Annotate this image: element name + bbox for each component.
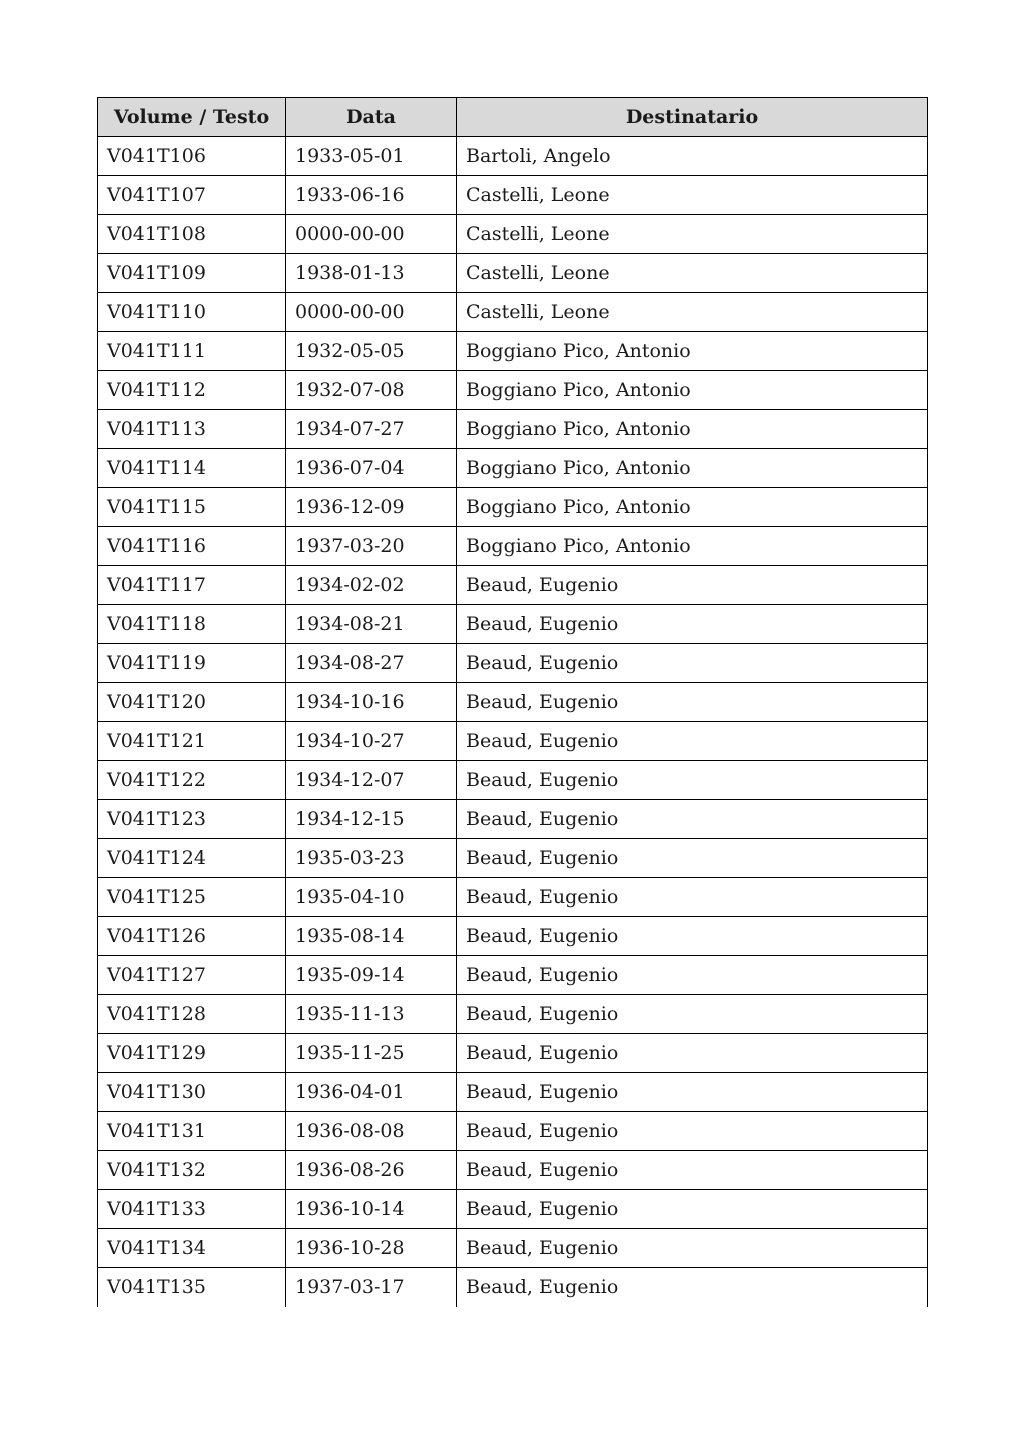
table-row <box>98 1151 928 1190</box>
column-header-destinatario: Destinatario <box>457 98 928 137</box>
destinatario-cell: Beaud, Eugenio <box>457 605 928 644</box>
data-cell: 1936-10-28 <box>286 1229 457 1268</box>
destinatario-cell: Castelli, Leone <box>457 176 928 215</box>
data-cell: 1936-04-01 <box>286 1073 457 1112</box>
data-cell: 1936-08-26 <box>286 1151 457 1190</box>
destinatario-cell: Bartoli, Angelo <box>457 137 928 176</box>
volume-testo-cell: V041T135 <box>98 1268 286 1307</box>
data-cell: 1934-12-15 <box>286 800 457 839</box>
column-header-volume-testo: Volume / Testo <box>98 98 286 137</box>
volume-testo-cell: V041T111 <box>98 332 286 371</box>
table-row <box>98 605 928 644</box>
destinatario-cell: Castelli, Leone <box>457 215 928 254</box>
table-row <box>98 410 928 449</box>
table-row <box>98 254 928 293</box>
header-row <box>98 98 928 137</box>
volume-testo-cell: V041T130 <box>98 1073 286 1112</box>
data-cell: 1938-01-13 <box>286 254 457 293</box>
volume-testo-cell: V041T106 <box>98 137 286 176</box>
destinatario-cell: Beaud, Eugenio <box>457 1034 928 1073</box>
volume-testo-cell: V041T128 <box>98 995 286 1034</box>
volume-testo-cell: V041T133 <box>98 1190 286 1229</box>
volume-testo-cell: V041T126 <box>98 917 286 956</box>
volume-testo-cell: V041T132 <box>98 1151 286 1190</box>
destinatario-cell: Beaud, Eugenio <box>457 722 928 761</box>
volume-testo-cell: V041T117 <box>98 566 286 605</box>
column-header-data: Data <box>286 98 457 137</box>
volume-testo-cell: V041T129 <box>98 1034 286 1073</box>
data-cell: 1935-09-14 <box>286 956 457 995</box>
data-cell: 1935-04-10 <box>286 878 457 917</box>
volume-testo-cell: V041T124 <box>98 839 286 878</box>
table-row <box>98 137 928 176</box>
destinatario-cell: Beaud, Eugenio <box>457 995 928 1034</box>
volume-testo-cell: V041T134 <box>98 1229 286 1268</box>
destinatario-cell: Beaud, Eugenio <box>457 761 928 800</box>
data-cell: 1935-03-23 <box>286 839 457 878</box>
data-cell: 1936-08-08 <box>286 1112 457 1151</box>
letters-table <box>97 97 928 1307</box>
table-row <box>98 1229 928 1268</box>
table-row <box>98 215 928 254</box>
destinatario-cell: Boggiano Pico, Antonio <box>457 449 928 488</box>
data-cell: 0000-00-00 <box>286 293 457 332</box>
table-row <box>98 1034 928 1073</box>
table-row <box>98 1190 928 1229</box>
data-cell: 1934-10-16 <box>286 683 457 722</box>
destinatario-cell: Beaud, Eugenio <box>457 878 928 917</box>
data-cell: 1935-11-13 <box>286 995 457 1034</box>
volume-testo-cell: V041T110 <box>98 293 286 332</box>
destinatario-cell: Beaud, Eugenio <box>457 1112 928 1151</box>
destinatario-cell: Beaud, Eugenio <box>457 1190 928 1229</box>
destinatario-cell: Beaud, Eugenio <box>457 917 928 956</box>
table-row <box>98 761 928 800</box>
volume-testo-cell: V041T115 <box>98 488 286 527</box>
destinatario-cell: Beaud, Eugenio <box>457 839 928 878</box>
table-row <box>98 839 928 878</box>
data-cell: 1933-06-16 <box>286 176 457 215</box>
volume-testo-cell: V041T122 <box>98 761 286 800</box>
table-row <box>98 1073 928 1112</box>
table-row <box>98 995 928 1034</box>
table-row <box>98 683 928 722</box>
destinatario-cell: Boggiano Pico, Antonio <box>457 371 928 410</box>
destinatario-cell: Castelli, Leone <box>457 293 928 332</box>
volume-testo-cell: V041T107 <box>98 176 286 215</box>
destinatario-cell: Beaud, Eugenio <box>457 1151 928 1190</box>
destinatario-cell: Beaud, Eugenio <box>457 956 928 995</box>
table-row <box>98 527 928 566</box>
destinatario-cell: Boggiano Pico, Antonio <box>457 488 928 527</box>
table-row <box>98 371 928 410</box>
destinatario-cell: Castelli, Leone <box>457 254 928 293</box>
volume-testo-cell: V041T112 <box>98 371 286 410</box>
table-row <box>98 293 928 332</box>
table-row <box>98 800 928 839</box>
data-cell: 1936-10-14 <box>286 1190 457 1229</box>
volume-testo-cell: V041T125 <box>98 878 286 917</box>
table-row <box>98 917 928 956</box>
table-row <box>98 1268 928 1307</box>
volume-testo-cell: V041T123 <box>98 800 286 839</box>
destinatario-cell: Beaud, Eugenio <box>457 644 928 683</box>
volume-testo-cell: V041T116 <box>98 527 286 566</box>
destinatario-cell: Beaud, Eugenio <box>457 1229 928 1268</box>
table-row <box>98 332 928 371</box>
data-cell: 1934-07-27 <box>286 410 457 449</box>
data-cell: 1936-12-09 <box>286 488 457 527</box>
volume-testo-cell: V041T108 <box>98 215 286 254</box>
data-cell: 1932-07-08 <box>286 371 457 410</box>
volume-testo-cell: V041T119 <box>98 644 286 683</box>
data-cell: 1934-08-27 <box>286 644 457 683</box>
destinatario-cell: Boggiano Pico, Antonio <box>457 410 928 449</box>
volume-testo-cell: V041T118 <box>98 605 286 644</box>
data-cell: 1937-03-20 <box>286 527 457 566</box>
volume-testo-cell: V041T114 <box>98 449 286 488</box>
table-header <box>98 98 928 137</box>
data-cell: 1933-05-01 <box>286 137 457 176</box>
table-row <box>98 449 928 488</box>
destinatario-cell: Boggiano Pico, Antonio <box>457 527 928 566</box>
data-cell: 1935-11-25 <box>286 1034 457 1073</box>
data-cell: 1935-08-14 <box>286 917 457 956</box>
table-row <box>98 878 928 917</box>
destinatario-cell: Beaud, Eugenio <box>457 683 928 722</box>
data-cell: 1934-08-21 <box>286 605 457 644</box>
data-cell: 1932-05-05 <box>286 332 457 371</box>
table-row <box>98 566 928 605</box>
volume-testo-cell: V041T131 <box>98 1112 286 1151</box>
destinatario-cell: Beaud, Eugenio <box>457 566 928 605</box>
volume-testo-cell: V041T109 <box>98 254 286 293</box>
volume-testo-cell: V041T120 <box>98 683 286 722</box>
table-row <box>98 1112 928 1151</box>
destinatario-cell: Beaud, Eugenio <box>457 800 928 839</box>
destinatario-cell: Beaud, Eugenio <box>457 1073 928 1112</box>
data-cell: 1937-03-17 <box>286 1268 457 1307</box>
volume-testo-cell: V041T127 <box>98 956 286 995</box>
table-row <box>98 488 928 527</box>
destinatario-cell: Boggiano Pico, Antonio <box>457 332 928 371</box>
data-cell: 1934-10-27 <box>286 722 457 761</box>
data-cell: 1936-07-04 <box>286 449 457 488</box>
table-row <box>98 644 928 683</box>
data-cell: 1934-12-07 <box>286 761 457 800</box>
data-cell: 0000-00-00 <box>286 215 457 254</box>
destinatario-cell: Beaud, Eugenio <box>457 1268 928 1307</box>
table-row <box>98 956 928 995</box>
table-row <box>98 176 928 215</box>
volume-testo-cell: V041T113 <box>98 410 286 449</box>
volume-testo-cell: V041T121 <box>98 722 286 761</box>
table-row <box>98 722 928 761</box>
data-cell: 1934-02-02 <box>286 566 457 605</box>
table-body <box>98 137 928 1307</box>
